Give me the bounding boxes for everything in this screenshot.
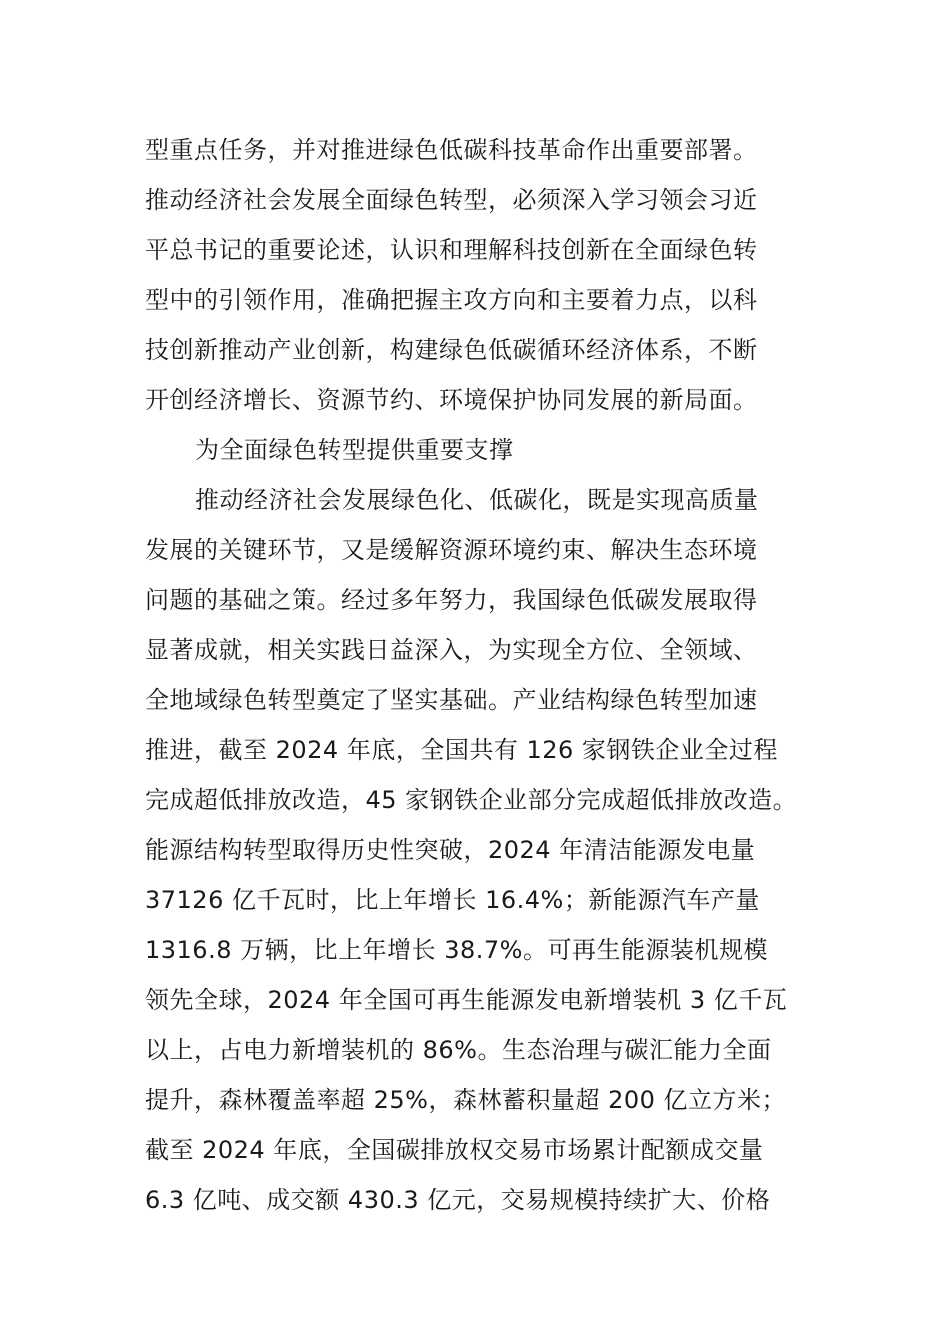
text-line: 能源结构转型取得历史性突破，2024 年清洁能源发电量 bbox=[145, 836, 756, 864]
text-line: 开创经济增长、资源节约、环境保护协同发展的新局面。 bbox=[145, 386, 758, 414]
text-line: 全地域绿色转型奠定了坚实基础。产业结构绿色转型加速 bbox=[145, 686, 758, 714]
text-line: 推动经济社会发展全面绿色转型，必须深入学习领会习近 bbox=[145, 186, 758, 214]
text-line: 技创新推动产业创新，构建绿色低碳循环经济体系，不断 bbox=[145, 336, 758, 364]
text-line: 以上，占电力新增装机的 86%。生态治理与碳汇能力全面 bbox=[145, 1036, 772, 1064]
text-line: 问题的基础之策。经过多年努力，我国绿色低碳发展取得 bbox=[145, 586, 758, 614]
text-line: 提升，森林覆盖率超 25%，森林蓄积量超 200 亿立方米； bbox=[145, 1086, 787, 1114]
text-line: 完成超低排放改造，45 家钢铁企业部分完成超低排放改造。 bbox=[145, 786, 798, 814]
text-line: 推进，截至 2024 年底，全国共有 126 家钢铁企业全过程 bbox=[145, 736, 778, 764]
text-line: 领先全球，2024 年全国可再生能源发电新增装机 3 亿千瓦 bbox=[145, 986, 788, 1014]
text-line: 发展的关键环节，又是缓解资源环境约束、解决生态环境 bbox=[145, 536, 758, 564]
text-line: 显著成就，相关实践日益深入，为实现全方位、全领域、 bbox=[145, 636, 758, 664]
text-line: 截至 2024 年底，全国碳排放权交易市场累计配额成交量 bbox=[145, 1136, 764, 1164]
text-line: 平总书记的重要论述，认识和理解科技创新在全面绿色转 bbox=[145, 236, 758, 264]
text-line: 6.3 亿吨、成交额 430.3 亿元，交易规模持续扩大、价格 bbox=[145, 1186, 771, 1214]
text-line: 1316.8 万辆，比上年增长 38.7%。可再生能源装机规模 bbox=[145, 936, 768, 964]
text-line: 型重点任务，并对推进绿色低碳科技革命作出重要部署。 bbox=[145, 136, 758, 164]
section-heading: 为全面绿色转型提供重要支撑 bbox=[195, 436, 514, 464]
text-line: 型中的引领作用，准确把握主攻方向和主要着力点，以科 bbox=[145, 286, 758, 314]
text-line: 推动经济社会发展绿色化、低碳化，既是实现高质量 bbox=[195, 486, 759, 514]
body-text bbox=[145, 125, 810, 1225]
text-line: 37126 亿千瓦时，比上年增长 16.4%；新能源汽车产量 bbox=[145, 886, 760, 914]
